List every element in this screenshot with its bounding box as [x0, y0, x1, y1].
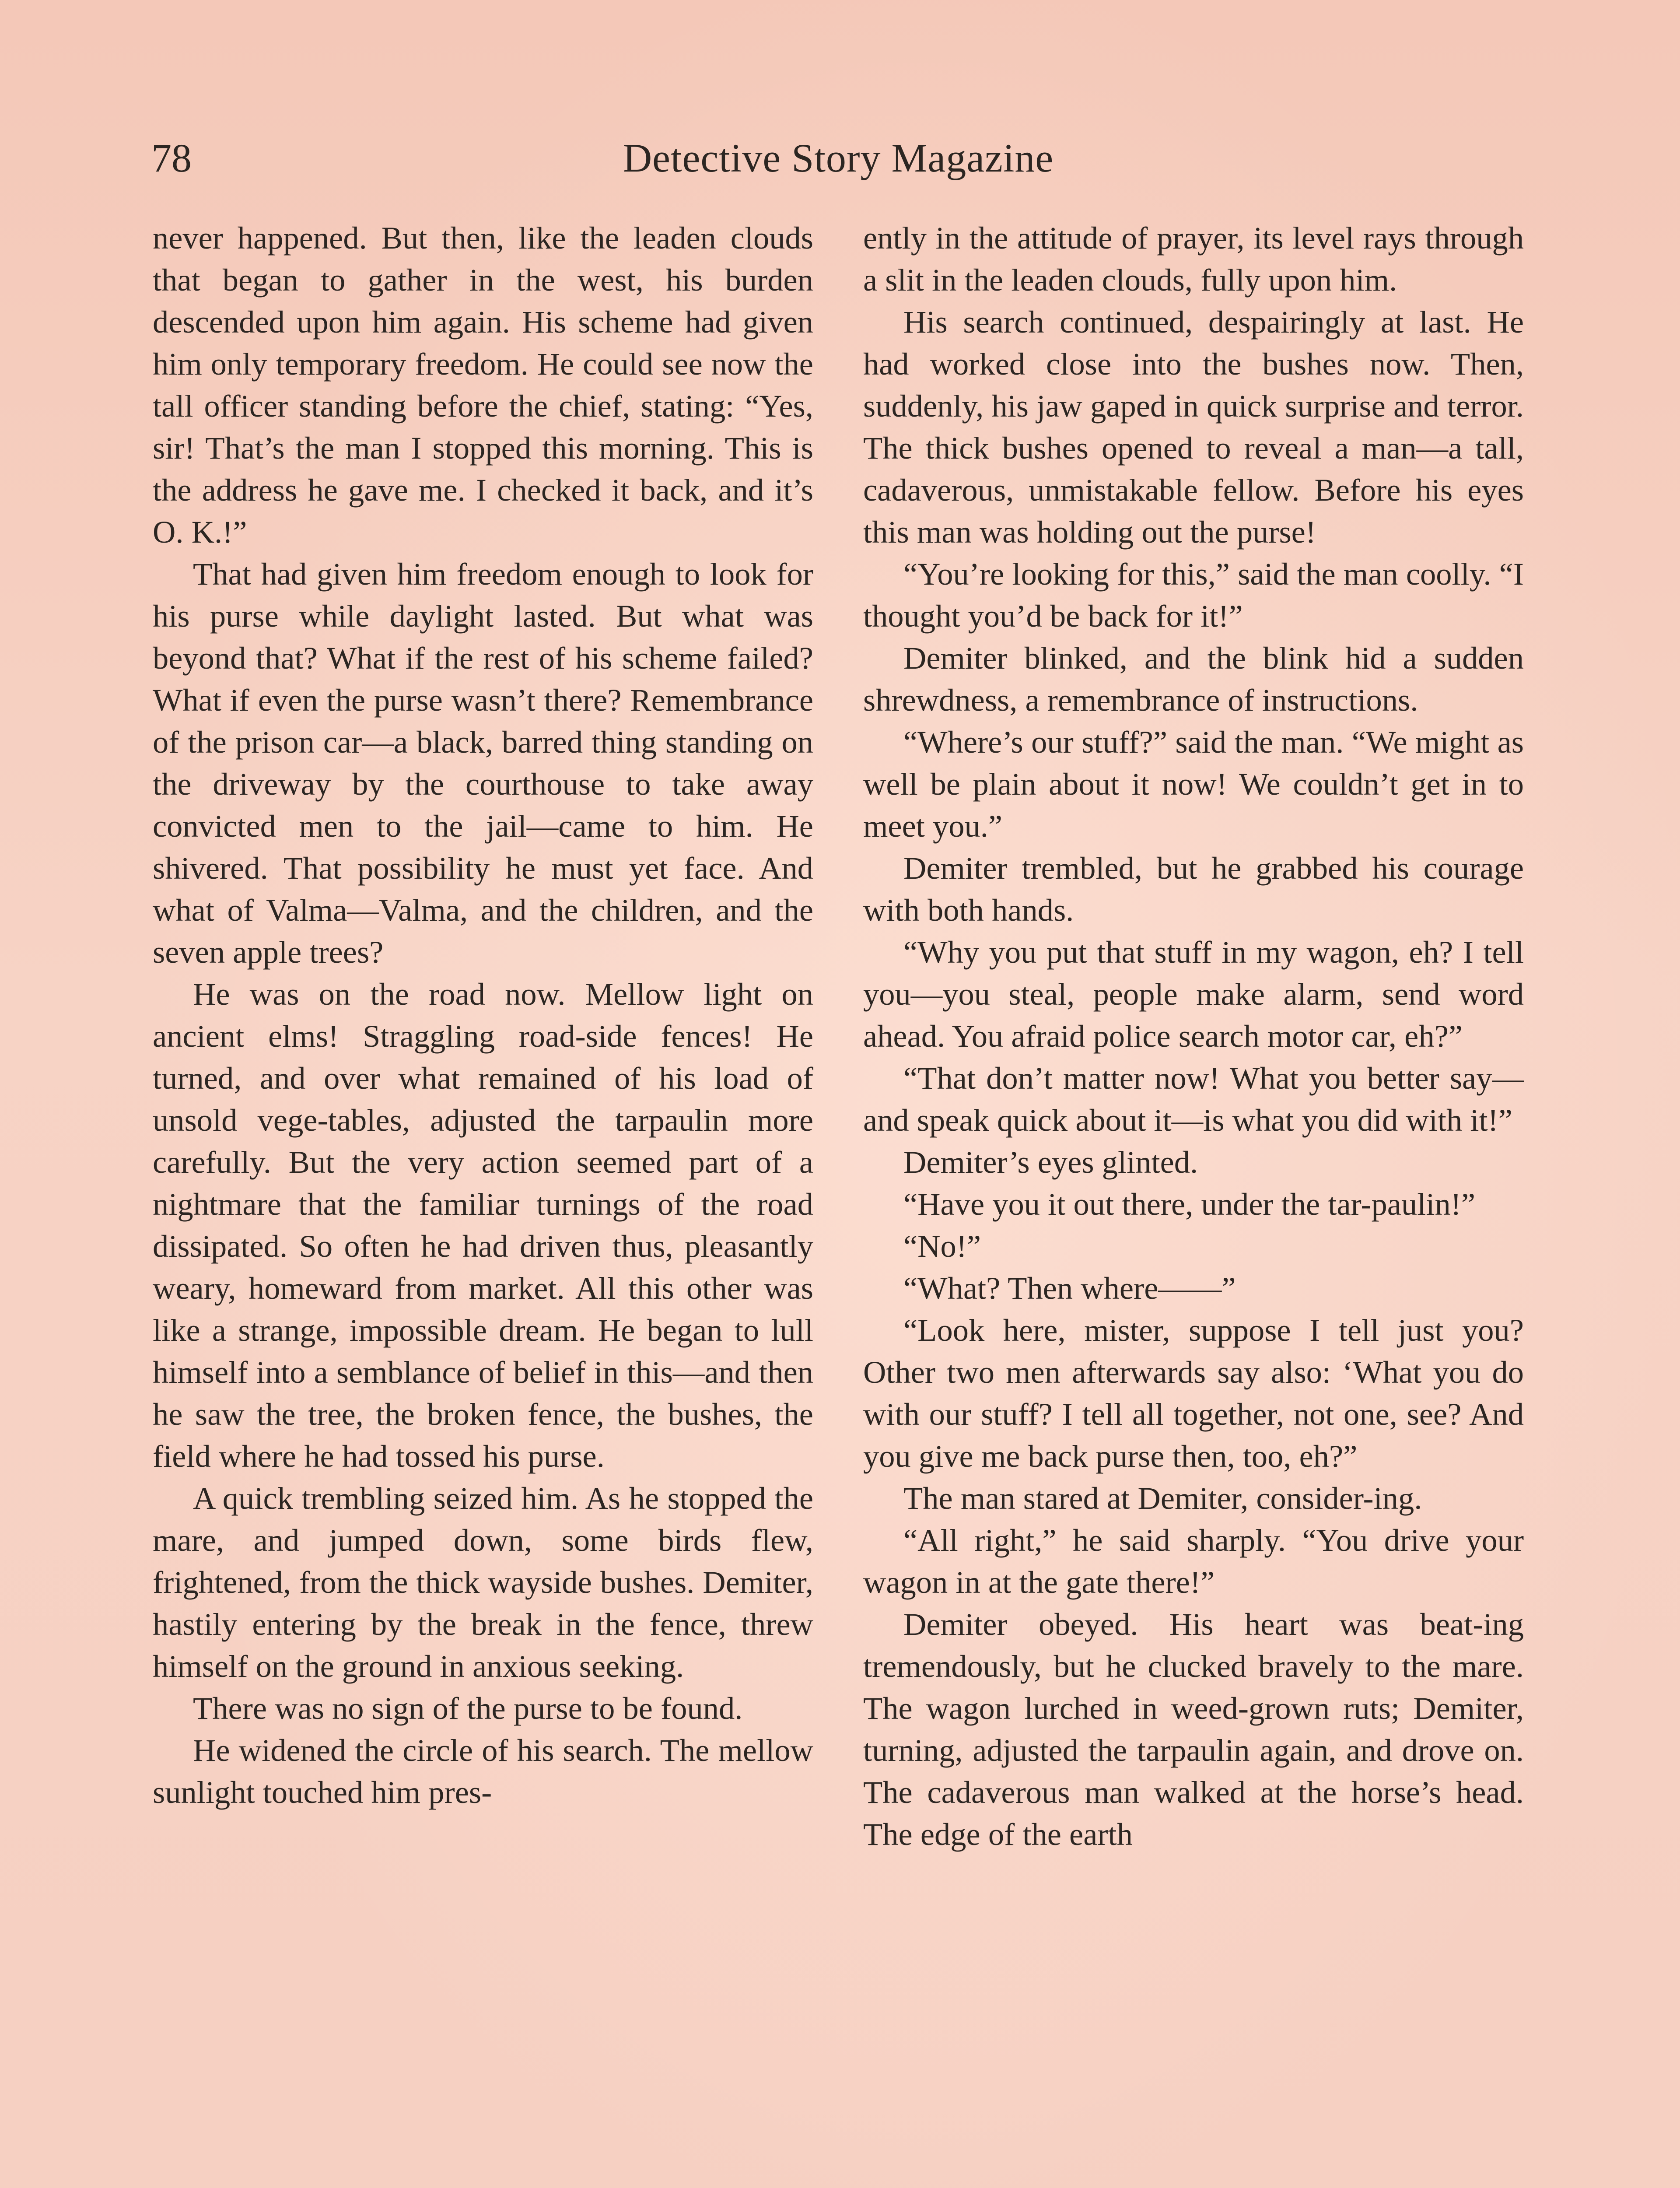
- paragraph: “What? Then where——”: [903, 1270, 1236, 1306]
- paragraph: never happened. But then, like the leaden clouds that began to gather in the west, his burden descended upon him again. His scheme had given him only temporary freedom. He could see now the tall officer standing before the chief, stating: “Yes, sir! That’s the man I stopped this morning. This is the address he gave me. I checked it back, and it’s O. K.!”: [153, 220, 813, 550]
- paragraph: Demiter obeyed. His heart was beat-ing tremendously, but he clucked bravely to the mare. The wagon lurched in weed-grown ruts; Demiter, turning, adjusted the tarpaulin again, and drove on. The cadaverous man walked at the horse’s head. The edge of the earth: [863, 1606, 1524, 1852]
- paragraph: The man stared at Demiter, consider-ing.: [903, 1480, 1422, 1516]
- paragraph: That had given him freedom enough to look for his purse while daylight lasted. But what was beyond that? What if the rest of his scheme failed? What if even the purse wasn’t there? Remembrance of the prison car—a black, barred thing standing on the driveway by the courthouse to take away convicted men to the jail—came to him. He shivered. That possibility he must yet face. And what of Valma—Valma, and the children, and the seven apple trees?: [153, 556, 813, 970]
- running-head: Detective Story Magazine: [623, 136, 1054, 180]
- paragraph: He widened the circle of his search. The mellow sunlight touched him pres-: [153, 1732, 813, 1810]
- paragraph: “That don’t matter now! What you better say—and speak quick about it—is what you did with it!”: [863, 1060, 1524, 1138]
- paragraph: He was on the road now. Mellow light on ancient elms! Straggling road-side fences! He turned, and over what remained of his load of unsold vege-tables, adjusted the tarpaulin more carefully. But the very action seemed part of a nightmare that the familiar turnings of the road dissipated. So often he had driven thus, pleasantly weary, homeward from market. All this other was like a strange, impossible dream. He began to lull himself into a semblance of belief in this—and then he saw the tree, the broken fence, the bushes, the field where he had tossed his purse.: [153, 976, 813, 1474]
- paragraph: “Why you put that stuff in my wagon, eh? I tell you—you steal, people make alarm, send word ahead. You afraid police search motor car, eh?”: [863, 934, 1524, 1054]
- paragraph: There was no sign of the purse to be found.: [193, 1690, 743, 1726]
- paragraph: Demiter blinked, and the blink hid a sudden shrewdness, a remembrance of instructions.: [863, 640, 1524, 718]
- paragraph: “You’re looking for this,” said the man coolly. “I thought you’d be back for it!”: [863, 556, 1524, 634]
- paragraph: His search continued, despairingly at last. He had worked close into the bushes now. Then, suddenly, his jaw gaped in quick surprise and terror. The thick bushes opened to reveal a man—a tall, cadaverous, unmistakable fellow. Before his eyes this man was holding out the purse!: [863, 304, 1524, 550]
- right-column: [863, 217, 1524, 1855]
- left-column: [153, 217, 813, 1813]
- paragraph: ently in the attitude of prayer, its level rays through a slit in the leaden clouds, fully upon him.: [863, 220, 1524, 298]
- paragraph: Demiter trembled, but he grabbed his courage with both hands.: [863, 850, 1524, 928]
- page-header: [151, 130, 1525, 186]
- paragraph: “Look here, mister, suppose I tell just you? Other two men afterwards say also: ‘What you do with our stuff? I tell all together, not one, see? And you give me back purse then, too, eh?”: [863, 1312, 1524, 1474]
- paragraph: “All right,” he said sharply. “You drive your wagon in at the gate there!”: [863, 1522, 1524, 1600]
- paragraph: Demiter’s eyes glinted.: [903, 1144, 1198, 1180]
- paragraph: “Where’s our stuff?” said the man. “We might as well be plain about it now! We couldn’t get in to meet you.”: [863, 724, 1524, 844]
- paragraph: A quick trembling seized him. As he stopped the mare, and jumped down, some birds flew, frightened, from the thick wayside bushes. Demiter, hastily entering by the break in the fence, threw himself on the ground in anxious seeking.: [153, 1480, 813, 1684]
- paragraph: “Have you it out there, under the tar-paulin!”: [903, 1186, 1476, 1222]
- page-number: 78: [151, 136, 192, 180]
- paragraph: “No!”: [903, 1228, 981, 1264]
